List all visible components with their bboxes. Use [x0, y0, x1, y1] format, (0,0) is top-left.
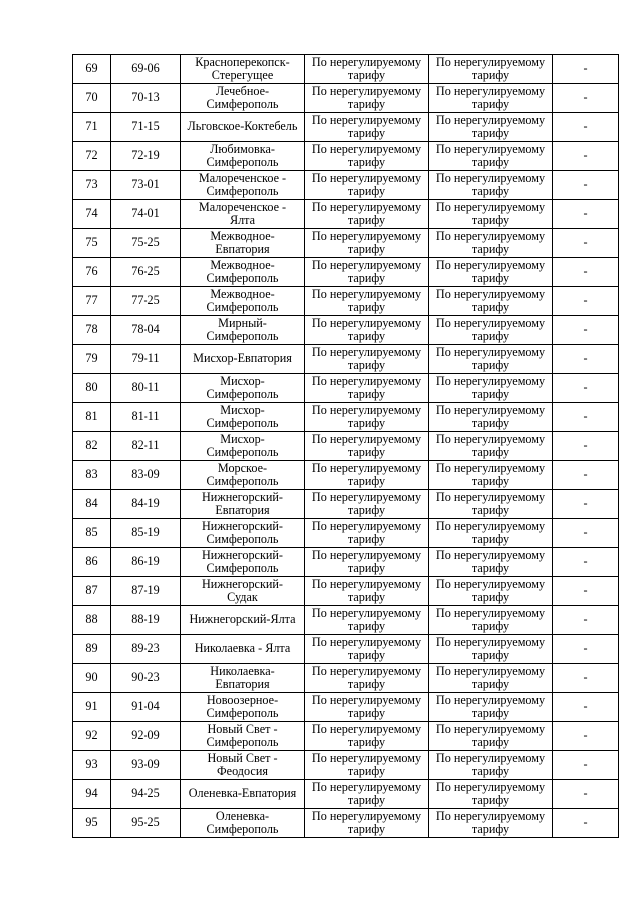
route-code-cell: 89-23 [111, 635, 181, 664]
route-name-cell: Новоозерное- Симферополь [181, 693, 305, 722]
route-code-cell: 85-19 [111, 519, 181, 548]
route-code-cell: 86-19 [111, 548, 181, 577]
route-code-cell: 71-15 [111, 113, 181, 142]
note-cell: - [553, 693, 619, 722]
route-name-cell: Межводное- Симферополь [181, 287, 305, 316]
fare-cell: По нерегулируемому тарифу [305, 606, 429, 635]
route-code-cell: 83-09 [111, 461, 181, 490]
fare-cell: По нерегулируемому тарифу [305, 403, 429, 432]
note-cell: - [553, 316, 619, 345]
fare-cell: По нерегулируемому тарифу [305, 519, 429, 548]
table-row [73, 403, 619, 432]
routes-table [72, 54, 619, 838]
row-number-cell: 95 [73, 809, 111, 838]
route-code-cell: 80-11 [111, 374, 181, 403]
fare2-cell: По нерегулируемому тарифу [429, 258, 553, 287]
route-code-cell: 70-13 [111, 84, 181, 113]
route-code-cell: 87-19 [111, 577, 181, 606]
route-name-cell: Нижнегорский- Евпатория [181, 490, 305, 519]
row-number-cell: 88 [73, 606, 111, 635]
fare-cell: По нерегулируемому тарифу [305, 461, 429, 490]
fare2-cell: По нерегулируемому тарифу [429, 171, 553, 200]
fare-cell: По нерегулируемому тарифу [305, 548, 429, 577]
table-row [73, 287, 619, 316]
table-row [73, 432, 619, 461]
note-cell: - [553, 287, 619, 316]
route-code-cell: 72-19 [111, 142, 181, 171]
note-cell: - [553, 548, 619, 577]
fare-cell: По нерегулируемому тарифу [305, 229, 429, 258]
fare2-cell: По нерегулируемому тарифу [429, 635, 553, 664]
fare2-cell: По нерегулируемому тарифу [429, 113, 553, 142]
fare-cell: По нерегулируемому тарифу [305, 809, 429, 838]
row-number-cell: 75 [73, 229, 111, 258]
row-number-cell: 87 [73, 577, 111, 606]
fare2-cell: По нерегулируемому тарифу [429, 374, 553, 403]
row-number-cell: 82 [73, 432, 111, 461]
fare-cell: По нерегулируемому тарифу [305, 432, 429, 461]
note-cell: - [553, 809, 619, 838]
fare2-cell: По нерегулируемому тарифу [429, 200, 553, 229]
route-code-cell: 81-11 [111, 403, 181, 432]
note-cell: - [553, 258, 619, 287]
route-code-cell: 88-19 [111, 606, 181, 635]
fare-cell: По нерегулируемому тарифу [305, 780, 429, 809]
fare-cell: По нерегулируемому тарифу [305, 142, 429, 171]
route-code-cell: 73-01 [111, 171, 181, 200]
route-name-cell: Межводное- Евпатория [181, 229, 305, 258]
fare-cell: По нерегулируемому тарифу [305, 345, 429, 374]
route-name-cell: Малореченское - Симферополь [181, 171, 305, 200]
note-cell: - [553, 664, 619, 693]
fare2-cell: По нерегулируемому тарифу [429, 751, 553, 780]
route-name-cell: Мисхор-Евпатория [181, 345, 305, 374]
route-name-cell: Мисхор- Симферополь [181, 374, 305, 403]
fare-cell: По нерегулируемому тарифу [305, 171, 429, 200]
row-number-cell: 78 [73, 316, 111, 345]
fare2-cell: По нерегулируемому тарифу [429, 287, 553, 316]
note-cell: - [553, 200, 619, 229]
table-row [73, 722, 619, 751]
table-row [73, 316, 619, 345]
note-cell: - [553, 722, 619, 751]
note-cell: - [553, 84, 619, 113]
fare-cell: По нерегулируемому тарифу [305, 113, 429, 142]
route-code-cell: 78-04 [111, 316, 181, 345]
route-name-cell: Любимовка- Симферополь [181, 142, 305, 171]
route-name-cell: Новый Свет - Симферополь [181, 722, 305, 751]
table-row [73, 751, 619, 780]
table-row [73, 200, 619, 229]
row-number-cell: 69 [73, 55, 111, 84]
row-number-cell: 86 [73, 548, 111, 577]
route-name-cell: Нижнегорский- Симферополь [181, 548, 305, 577]
note-cell: - [553, 345, 619, 374]
row-number-cell: 73 [73, 171, 111, 200]
fare2-cell: По нерегулируемому тарифу [429, 693, 553, 722]
note-cell: - [553, 490, 619, 519]
note-cell: - [553, 577, 619, 606]
fare2-cell: По нерегулируемому тарифу [429, 519, 553, 548]
route-code-cell: 79-11 [111, 345, 181, 374]
fare2-cell: По нерегулируемому тарифу [429, 55, 553, 84]
table-row [73, 577, 619, 606]
fare2-cell: По нерегулируемому тарифу [429, 316, 553, 345]
table-row [73, 664, 619, 693]
row-number-cell: 80 [73, 374, 111, 403]
note-cell: - [553, 229, 619, 258]
table-row [73, 171, 619, 200]
note-cell: - [553, 142, 619, 171]
note-cell: - [553, 55, 619, 84]
route-name-cell: Мисхор- Симферополь [181, 403, 305, 432]
route-code-cell: 94-25 [111, 780, 181, 809]
table-row [73, 142, 619, 171]
route-code-cell: 90-23 [111, 664, 181, 693]
note-cell: - [553, 635, 619, 664]
table-row [73, 635, 619, 664]
route-name-cell: Нижнегорский- Судак [181, 577, 305, 606]
fare-cell: По нерегулируемому тарифу [305, 722, 429, 751]
route-code-cell: 82-11 [111, 432, 181, 461]
route-code-cell: 84-19 [111, 490, 181, 519]
route-name-cell: Николаевка - Ялта [181, 635, 305, 664]
table-row [73, 548, 619, 577]
row-number-cell: 84 [73, 490, 111, 519]
route-code-cell: 92-09 [111, 722, 181, 751]
fare-cell: По нерегулируемому тарифу [305, 84, 429, 113]
fare2-cell: По нерегулируемому тарифу [429, 403, 553, 432]
fare2-cell: По нерегулируемому тарифу [429, 548, 553, 577]
fare-cell: По нерегулируемому тарифу [305, 200, 429, 229]
row-number-cell: 85 [73, 519, 111, 548]
note-cell: - [553, 374, 619, 403]
row-number-cell: 71 [73, 113, 111, 142]
row-number-cell: 83 [73, 461, 111, 490]
route-code-cell: 74-01 [111, 200, 181, 229]
note-cell: - [553, 432, 619, 461]
fare2-cell: По нерегулируемому тарифу [429, 722, 553, 751]
note-cell: - [553, 519, 619, 548]
fare2-cell: По нерегулируемому тарифу [429, 490, 553, 519]
fare2-cell: По нерегулируемому тарифу [429, 606, 553, 635]
row-number-cell: 93 [73, 751, 111, 780]
fare2-cell: По нерегулируемому тарифу [429, 809, 553, 838]
row-number-cell: 77 [73, 287, 111, 316]
route-name-cell: Нижнегорский-Ялта [181, 606, 305, 635]
note-cell: - [553, 171, 619, 200]
fare-cell: По нерегулируемому тарифу [305, 258, 429, 287]
routes-table-body [73, 55, 619, 838]
row-number-cell: 94 [73, 780, 111, 809]
fare2-cell: По нерегулируемому тарифу [429, 664, 553, 693]
row-number-cell: 92 [73, 722, 111, 751]
route-name-cell: Мирный- Симферополь [181, 316, 305, 345]
fare-cell: По нерегулируемому тарифу [305, 577, 429, 606]
row-number-cell: 76 [73, 258, 111, 287]
route-name-cell: Оленевка- Симферополь [181, 809, 305, 838]
note-cell: - [553, 606, 619, 635]
fare2-cell: По нерегулируемому тарифу [429, 577, 553, 606]
note-cell: - [553, 751, 619, 780]
row-number-cell: 70 [73, 84, 111, 113]
route-name-cell: Лечебное- Симферополь [181, 84, 305, 113]
table-row [73, 461, 619, 490]
note-cell: - [553, 461, 619, 490]
fare-cell: По нерегулируемому тарифу [305, 287, 429, 316]
fare2-cell: По нерегулируемому тарифу [429, 461, 553, 490]
row-number-cell: 79 [73, 345, 111, 374]
route-name-cell: Межводное- Симферополь [181, 258, 305, 287]
note-cell: - [553, 113, 619, 142]
route-name-cell: Нижнегорский- Симферополь [181, 519, 305, 548]
table-row [73, 345, 619, 374]
fare-cell: По нерегулируемому тарифу [305, 55, 429, 84]
note-cell: - [553, 780, 619, 809]
table-row [73, 606, 619, 635]
fare-cell: По нерегулируемому тарифу [305, 374, 429, 403]
fare2-cell: По нерегулируемому тарифу [429, 432, 553, 461]
row-number-cell: 90 [73, 664, 111, 693]
table-row [73, 780, 619, 809]
route-name-cell: Новый Свет - Феодосия [181, 751, 305, 780]
route-name-cell: Малореченское - Ялта [181, 200, 305, 229]
row-number-cell: 89 [73, 635, 111, 664]
row-number-cell: 81 [73, 403, 111, 432]
fare2-cell: По нерегулируемому тарифу [429, 84, 553, 113]
table-row [73, 490, 619, 519]
route-code-cell: 93-09 [111, 751, 181, 780]
route-name-cell: Морское- Симферополь [181, 461, 305, 490]
table-row [73, 113, 619, 142]
route-name-cell: Мисхор- Симферополь [181, 432, 305, 461]
fare2-cell: По нерегулируемому тарифу [429, 142, 553, 171]
row-number-cell: 72 [73, 142, 111, 171]
table-row [73, 374, 619, 403]
table-row [73, 258, 619, 287]
route-name-cell: Красноперекопск- Стерегущее [181, 55, 305, 84]
fare2-cell: По нерегулируемому тарифу [429, 345, 553, 374]
route-name-cell: Николаевка- Евпатория [181, 664, 305, 693]
route-code-cell: 77-25 [111, 287, 181, 316]
route-code-cell: 76-25 [111, 258, 181, 287]
table-row [73, 809, 619, 838]
route-name-cell: Оленевка-Евпатория [181, 780, 305, 809]
fare-cell: По нерегулируемому тарифу [305, 693, 429, 722]
route-code-cell: 69-06 [111, 55, 181, 84]
fare-cell: По нерегулируемому тарифу [305, 664, 429, 693]
route-code-cell: 91-04 [111, 693, 181, 722]
row-number-cell: 74 [73, 200, 111, 229]
fare2-cell: По нерегулируемому тарифу [429, 229, 553, 258]
note-cell: - [553, 403, 619, 432]
table-row [73, 229, 619, 258]
fare-cell: По нерегулируемому тарифу [305, 490, 429, 519]
table-row [73, 84, 619, 113]
table-row [73, 55, 619, 84]
fare-cell: По нерегулируемому тарифу [305, 316, 429, 345]
route-name-cell: Льговское-Коктебель [181, 113, 305, 142]
table-row [73, 693, 619, 722]
table-row [73, 519, 619, 548]
fare-cell: По нерегулируемому тарифу [305, 635, 429, 664]
row-number-cell: 91 [73, 693, 111, 722]
fare-cell: По нерегулируемому тарифу [305, 751, 429, 780]
route-code-cell: 95-25 [111, 809, 181, 838]
route-code-cell: 75-25 [111, 229, 181, 258]
fare2-cell: По нерегулируемому тарифу [429, 780, 553, 809]
